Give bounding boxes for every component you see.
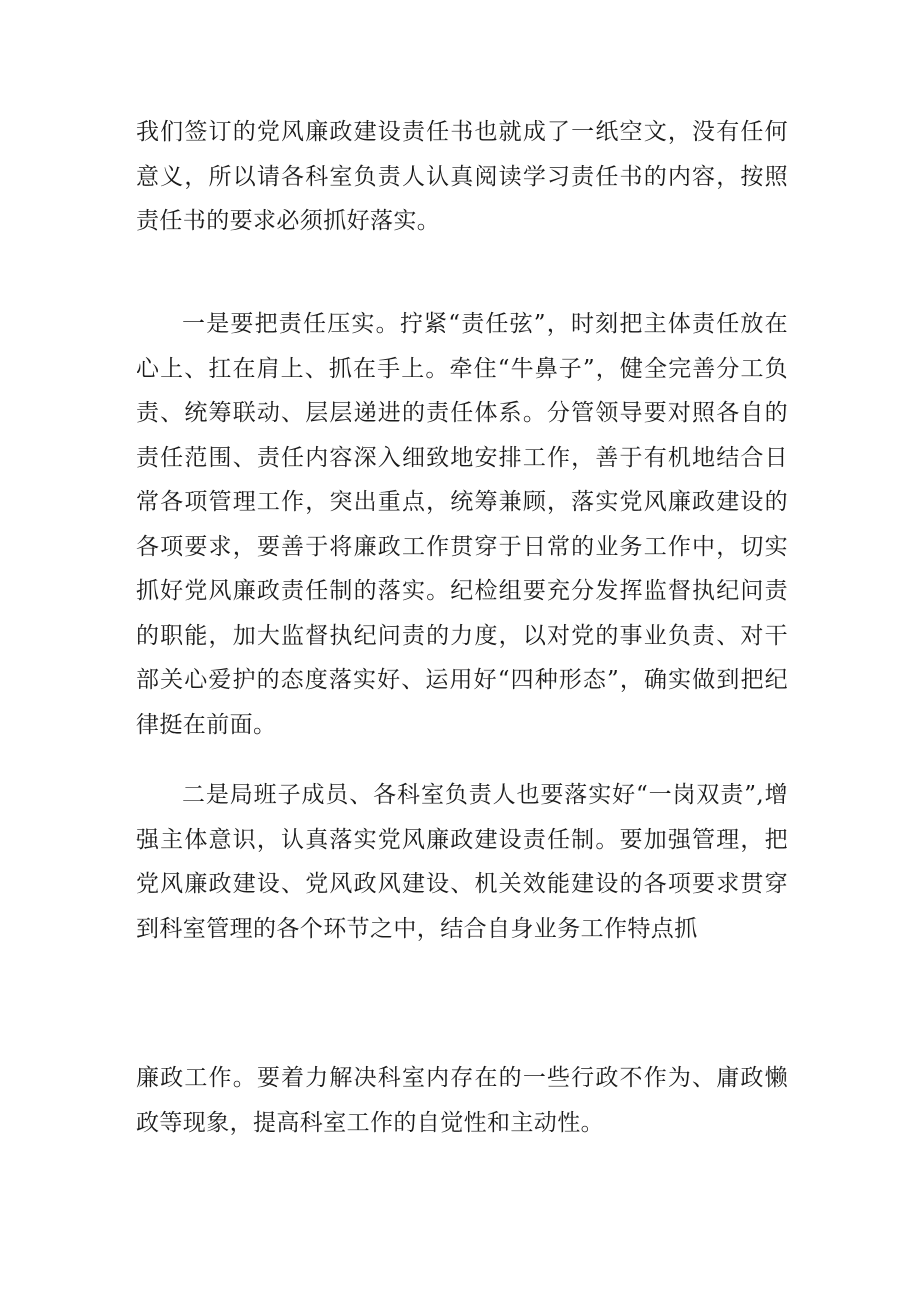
paragraph-conclusion: 廉政工作。要着力解决科室内存在的一些行政不作为、庸政懒政等现象，提高科室工作的自觉性和主动性。 — [136, 1065, 788, 1136]
paragraph-dual-duty: 二是局班子成员、各科室负责人也要落实好“一岗双责”,增强主体意识，认真落实党风廉政建设责任制。要加强管理，把党风廉政建设、党风政风建设、机关效能建设的各项要求贯穿到科室管理的各个环节之中，结合自身业务工作特点抓 — [136, 782, 788, 942]
paragraph-responsibility: 一是要把责任压实。拧紧“责任弦”，时刻把主体责任放在心上、扛在肩上、抓在手上。牵住“牛鼻子”，健全完善分工负责、统筹联动、层层递进的责任体系。分管领导要对照各自的责任范围、责任内容深入细致地安排工作，善于有机地结合日常各项管理工作，突出重点，统筹兼顾，落实党风廉政建设的各项要求，要善于将廉政工作贯穿于日常的业务工作中，切实抓好党风廉政责任制的落实。纪检组要充分发挥监督执纪问责的职能，加大监督执纪问责的力度，以对党的事业负责、对干部关心爱护的态度落实好、运用好“四种形态”，确实做到把纪律挺在前面。 — [136, 311, 788, 738]
paragraph-continuation: 我们签订的党风廉政建设责任书也就成了一纸空文，没有任何意义，所以请各科室负责人认真阅读学习责任书的内容，按照责任书的要求必须抓好落实。 — [136, 119, 788, 234]
